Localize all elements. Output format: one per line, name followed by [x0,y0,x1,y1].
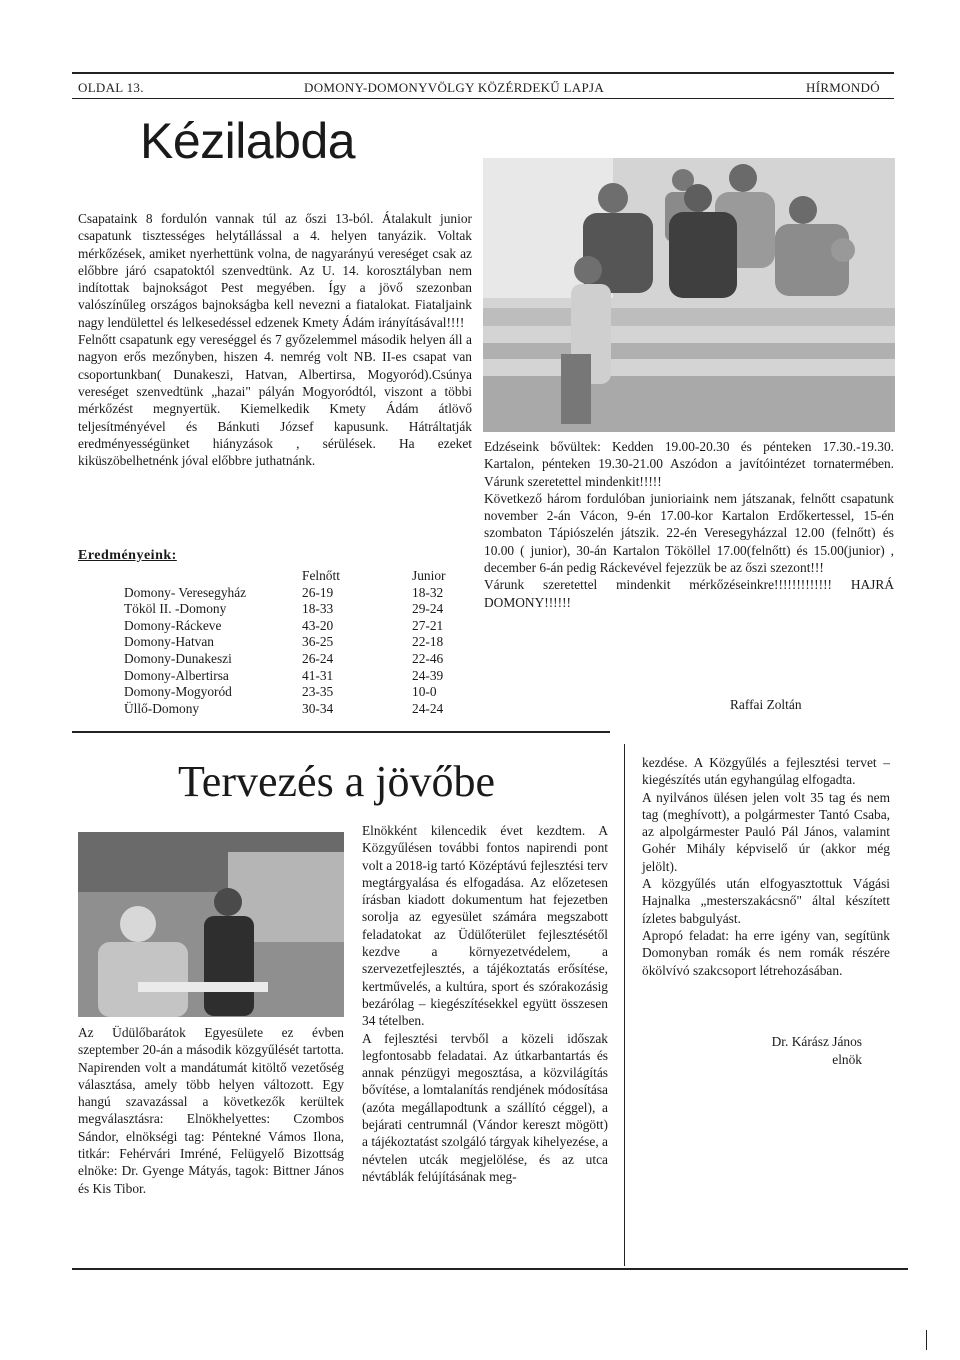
result-adult: 18-33 [302,601,334,617]
result-adult: 23-35 [302,684,334,700]
handball-author: Raffai Zoltán [730,697,802,712]
planning-right-paragraph-1: kezdése. A Közgyűlés a fejlesztési tervet – kiegészítés után egyhangúlag elfogadta. [642,755,890,788]
result-junior: 27-21 [412,617,444,633]
result-match: Domony-Dunakeszi [124,650,232,666]
section-name: HÍRMONDÓ [806,80,880,95]
result-adult: 30-34 [302,700,334,716]
members-photo [78,832,344,1017]
article-title-handball: Kézilabda [140,113,356,169]
result-junior: 24-39 [412,667,444,683]
handball-team-photo [483,158,895,432]
results-table [124,568,472,717]
members-photo-graphic [78,832,344,1017]
result-adult: 41-31 [302,667,334,683]
planning-right-paragraph-2: A nyilvános ülésen jelen volt 35 tag és nem tag (meghívott), a polgármester Tantó Csaba, az alpolgármester Pauló Pál János, valamint Gohér Mihály képviselő úr (akkor még jelölt). [642,789,890,874]
margin-mark [926,1330,927,1350]
result-junior: 29-24 [412,601,444,617]
planning-mid-column [362,822,608,1185]
header-top-rule [72,72,894,74]
result-adult: 36-25 [302,634,334,650]
result-adult: 26-24 [302,650,334,666]
planning-author-name: Dr. Kárász János [771,1034,862,1049]
results-row [124,601,472,618]
handball-next-rounds: Következő három fordulóban junioriaink nem játszanak, felnőtt csapatunk november 2-án Vácon, 9-én 17.00-kor Kartalon Erdőkertessel, 15-én szombaton Tápiószelén játszik. 22-én Veresegyházzal 12.00 (felnőtt) és 10.00 ( junior), 30-án Kartalon Tököllel 17.00(felnőtt) és 15.00(junior) , december 6-án pedig Ráckevével fejezzük be az őszi szezont!!! [484,490,894,576]
handball-training: Edzéseink bővültek: Kedden 19.00-20.30 és pénteken 17.30.-19.30. Kartalon, pénteken 19.30-21.00 Aszódon a javítóintézet tornatermében. Várunk szeretettel mindenkit!!!!! [484,439,894,489]
result-junior: 24-24 [412,700,444,716]
results-heading: Eredményeink: [78,548,177,563]
results-row [124,618,472,635]
result-match: Domony-Hatvan [124,634,214,650]
article-title-planning: Tervezés a jövőbe [178,757,495,806]
handball-body-right [484,438,894,611]
handball-body-left [78,210,472,469]
results-row [124,651,472,668]
result-adult: 26-19 [302,584,334,600]
planning-right-paragraph-3: A közgyűlés után elfogyasztottuk Vágási Hajnalka „mesterszakácsnő" által készített ízletes babgulyást. [642,876,890,926]
planning-left-text: Az Üdülőbarátok Egyesülete ez évben szeptember 20-án a második közgyűlését tartotta. Napirenden volt a mandátumát kitöltő vezetőség választása, amely több helyen változott. Egy hangú szavazással a következők kerültek megválasztásra: Elnökhelyettes: Czombos Sándor, elnökségi tag: Péntekné Vámos Ilona, titkár: Fehérvári Imréné, Felügyelő Bizottság elnöke: Dr. Gyenge Mátyás, tagok: Bittner János és Kis Tibor. [78,1025,344,1196]
handball-paragraph-1: Csapataink 8 fordulón vannak túl az őszi 13-ból. Átalakult junior csapatunk tisztességes helytállással a 4. helyen tanyázik. Voltak mérkőzések, amiket nyerhettünk volna, de nagyarányú vereséget csak az előbbre járó csapatoktól szenvedtünk. Az U. 14. korosztályban nem indítottak bajnokságot Pest megyében. Így a jövő szezonban valószínűleg országos bajnokságba kell nevezni a fiatalokat. Fiataljaink nagy lendülettel és lelkesedéssel edzenek Kmety Ádám irányításával!!!! [78,211,472,330]
results-row [124,668,472,685]
results-row [124,701,472,718]
result-match: Tököl II. -Domony [124,601,227,617]
column-rule [624,744,625,1266]
result-adult: 43-20 [302,617,334,633]
results-header-row [124,568,472,585]
result-junior: 10-0 [412,684,437,700]
footer-rule [72,1268,908,1270]
planning-author-role: elnök [832,1052,862,1067]
result-junior: 18-32 [412,584,444,600]
handball-cheer: Várunk szeretettel mindenkit mérkőzéseinkre!!!!!!!!!!!!! HAJRÁ DOMONY!!!!!! [484,577,894,610]
results-body [124,585,472,718]
result-match: Domony-Albertirsa [124,667,229,683]
handball-paragraph-2: Felnőtt csapatunk egy vereséggel és 7 győzelemmel második helyen áll a nagyon erős mezőnyben, hiszen 4. nemrég volt NB. II-es csapat van csoportunkban( Dunakeszi, Hatvan, Albertirsa, Mogyoród).Csúnya vereséget szenvedtünk „hazai" pályán Mogyoródtól, viszont a többi mérkőzést megnyertük. Kiemelkedik Kmety Ádám átlövő teljesítményével és Bánkuti József kapusunk. Hátráltatják eredményességünket hiányzások , sérülések. Ha ezeket kiküszöbelhetnénk jóval előbbre juthatnánk. [78,332,472,469]
paper-name: DOMONY-DOMONYVÖLGY KÖZÉRDEKŰ LAPJA [304,80,605,95]
results-row [124,684,472,701]
handball-photo-graphic [483,158,895,432]
planning-right-column [642,754,890,979]
header-bottom-rule [72,98,894,99]
section-divider [72,731,610,733]
results-row [124,585,472,602]
result-junior: 22-18 [412,634,444,650]
planning-mid-paragraph-2: A fejlesztési tervből a közeli időszak legfontosabb feladatai. Az útkarbantartás és annak pénzügyi megosztása, a közvilágítás bővítése, a lomtalanítás rendjének módosítása (azóta megállapodtunk a szállító céggel), a bejárati centrumnál (Vándor kereszt mögött) a tájékoztatást szolgáló tárgyak kihelyezése, a névtelen utcák megjelölése, és az utca névtáblák felújításának meg- [362,1030,608,1184]
page-number: OLDAL 13. [78,80,144,95]
planning-mid-paragraph-1: Elnökként kilencedik évet kezdtem. A Közgyűlésen további fontos napirendi pont volt a 2018-ig tartó Középtávú fejlesztési terv megtárgyalása és elfogadása. Az előzetesen írásban kiadott dokumentum hat fejezetben sorolja az egyesület számára megszabott feladatokat az Üdülőterület fejlesztésétől kezdve a környezetvédelem, a szervezetfejlesztés, a tájékoztatás erősítése, kertművelés, a kultúra, sport és szórakozásig bezárólag – kiegészítésekkel együtt összesen 34 tételben. [362,823,608,1029]
result-match: Domony-Mogyoród [124,684,232,700]
planning-author [700,1033,862,1069]
result-match: Üllő-Domony [124,700,200,716]
results-row [124,634,472,651]
result-junior: 22-46 [412,650,444,666]
result-match: Domony- Veresegyház [124,584,247,600]
col-junior: Junior [412,568,446,583]
result-match: Domony-Ráckeve [124,617,222,633]
col-adult: Felnőtt [302,568,340,583]
planning-right-paragraph-4: Apropó feladat: ha erre igény van, segítünk Domonyban romák és nem romák részére ökölvívó szakcsoport létrehozásában. [642,927,890,978]
